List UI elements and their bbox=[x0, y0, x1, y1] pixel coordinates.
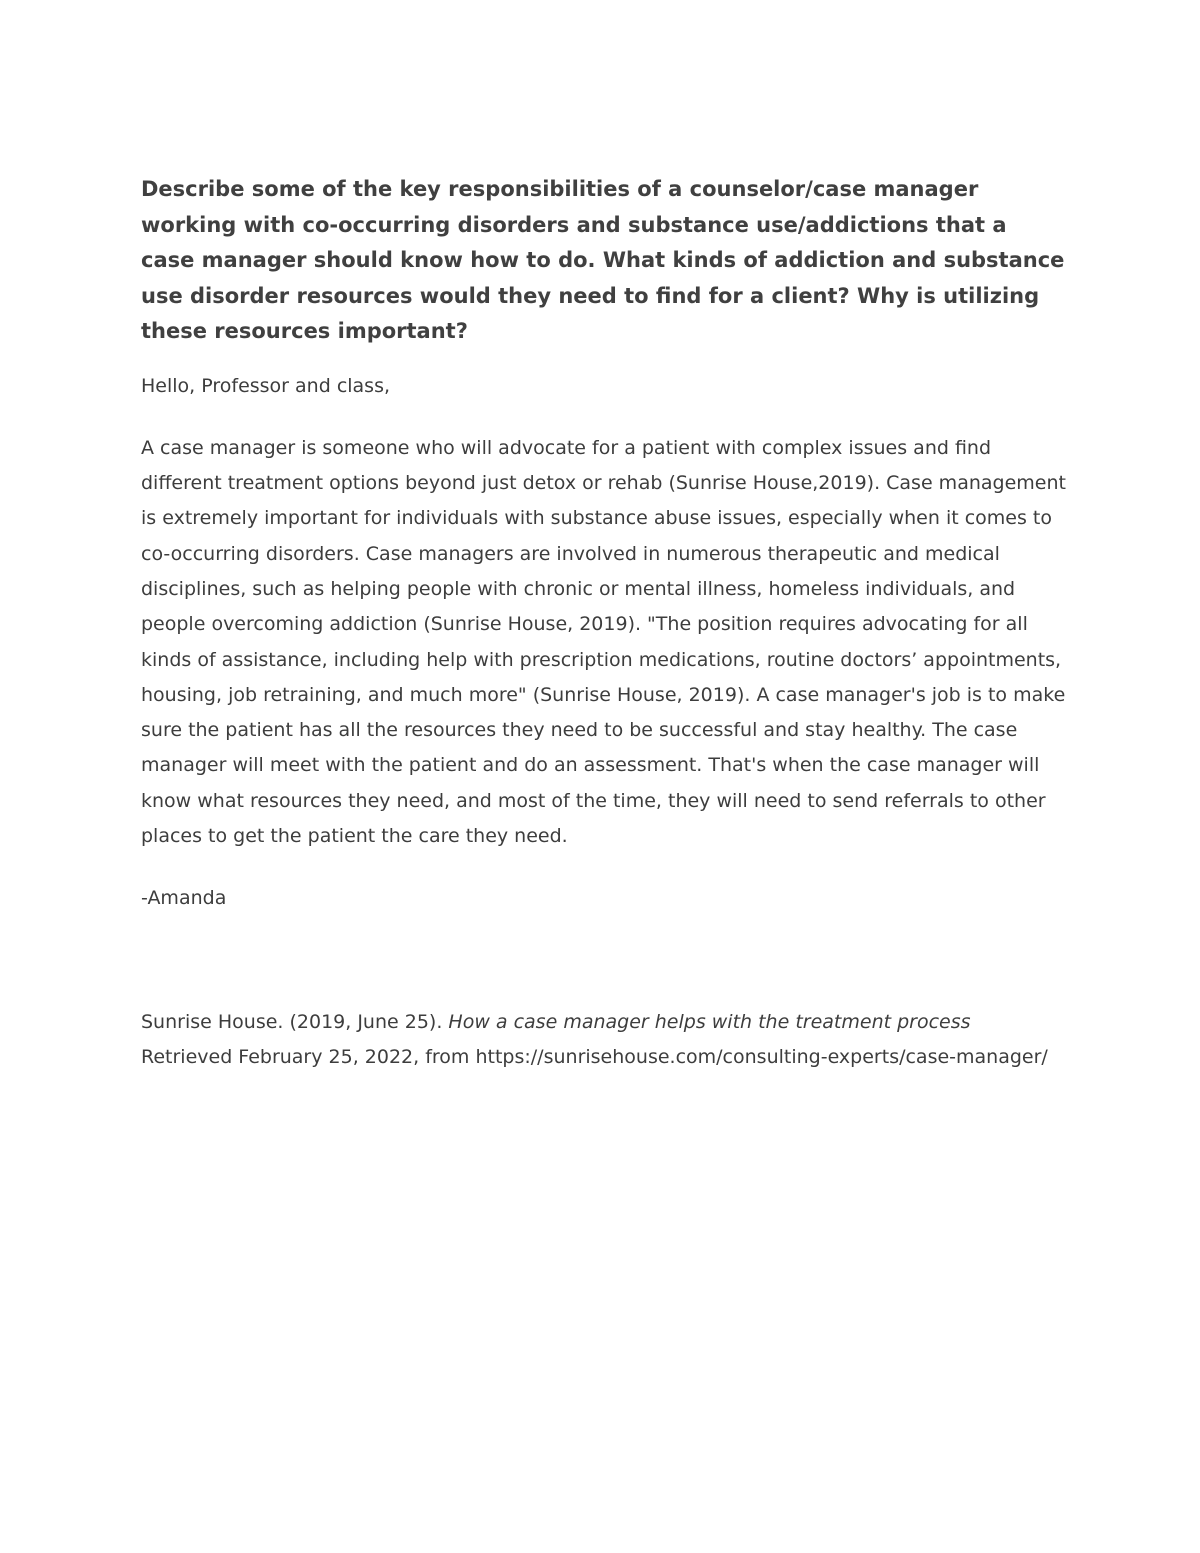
reference-title: How a case manager helps with the treatment process bbox=[448, 1010, 971, 1033]
document-page bbox=[141, 172, 1066, 1075]
greeting: Hello, Professor and class, bbox=[141, 374, 391, 397]
discussion-question: Describe some of the key responsibilities of a counselor/case manager working with co-occurring disorders and substance use/addictions that a case manager should know how to do. What kinds of addiction and substance use disorder resources would they need to find for a client? Why is utilizing these resources important? bbox=[141, 177, 1065, 343]
reference-author-date: Sunrise House. (2019, June 25). bbox=[141, 1010, 449, 1033]
reference-retrieval: Retrieved February 25, 2022, from https://sunrisehouse.com/consulting-experts/case-manager/ bbox=[141, 1045, 1048, 1068]
signature: -Amanda bbox=[141, 887, 227, 910]
reference-citation bbox=[141, 1005, 1066, 1076]
body-paragraph: A case manager is someone who will advocate for a patient with complex issues and find different treatment options beyond just detox or rehab (Sunrise House,2019). Case management is extremely important for individuals with substance abuse issues, especially when it comes to co-occurring disorders. Case managers are involved in numerous therapeutic and medical disciplines, such as helping people with chronic or mental illness, homeless individuals, and people overcoming addiction (Sunrise House, 2019). "The position requires advocating for all kinds of assistance, including help with prescription medications, routine doctors’ appointments, housing, job retraining, and much more" (Sunrise House, 2019). A case manager's job is to make sure the patient has all the resources they need to be successful and stay healthy. The case manager will meet with the patient and do an assessment. That's when the case manager will know what resources they need, and most of the time, they will need to send referrals to other places to get the patient the care they need. bbox=[141, 436, 1066, 848]
